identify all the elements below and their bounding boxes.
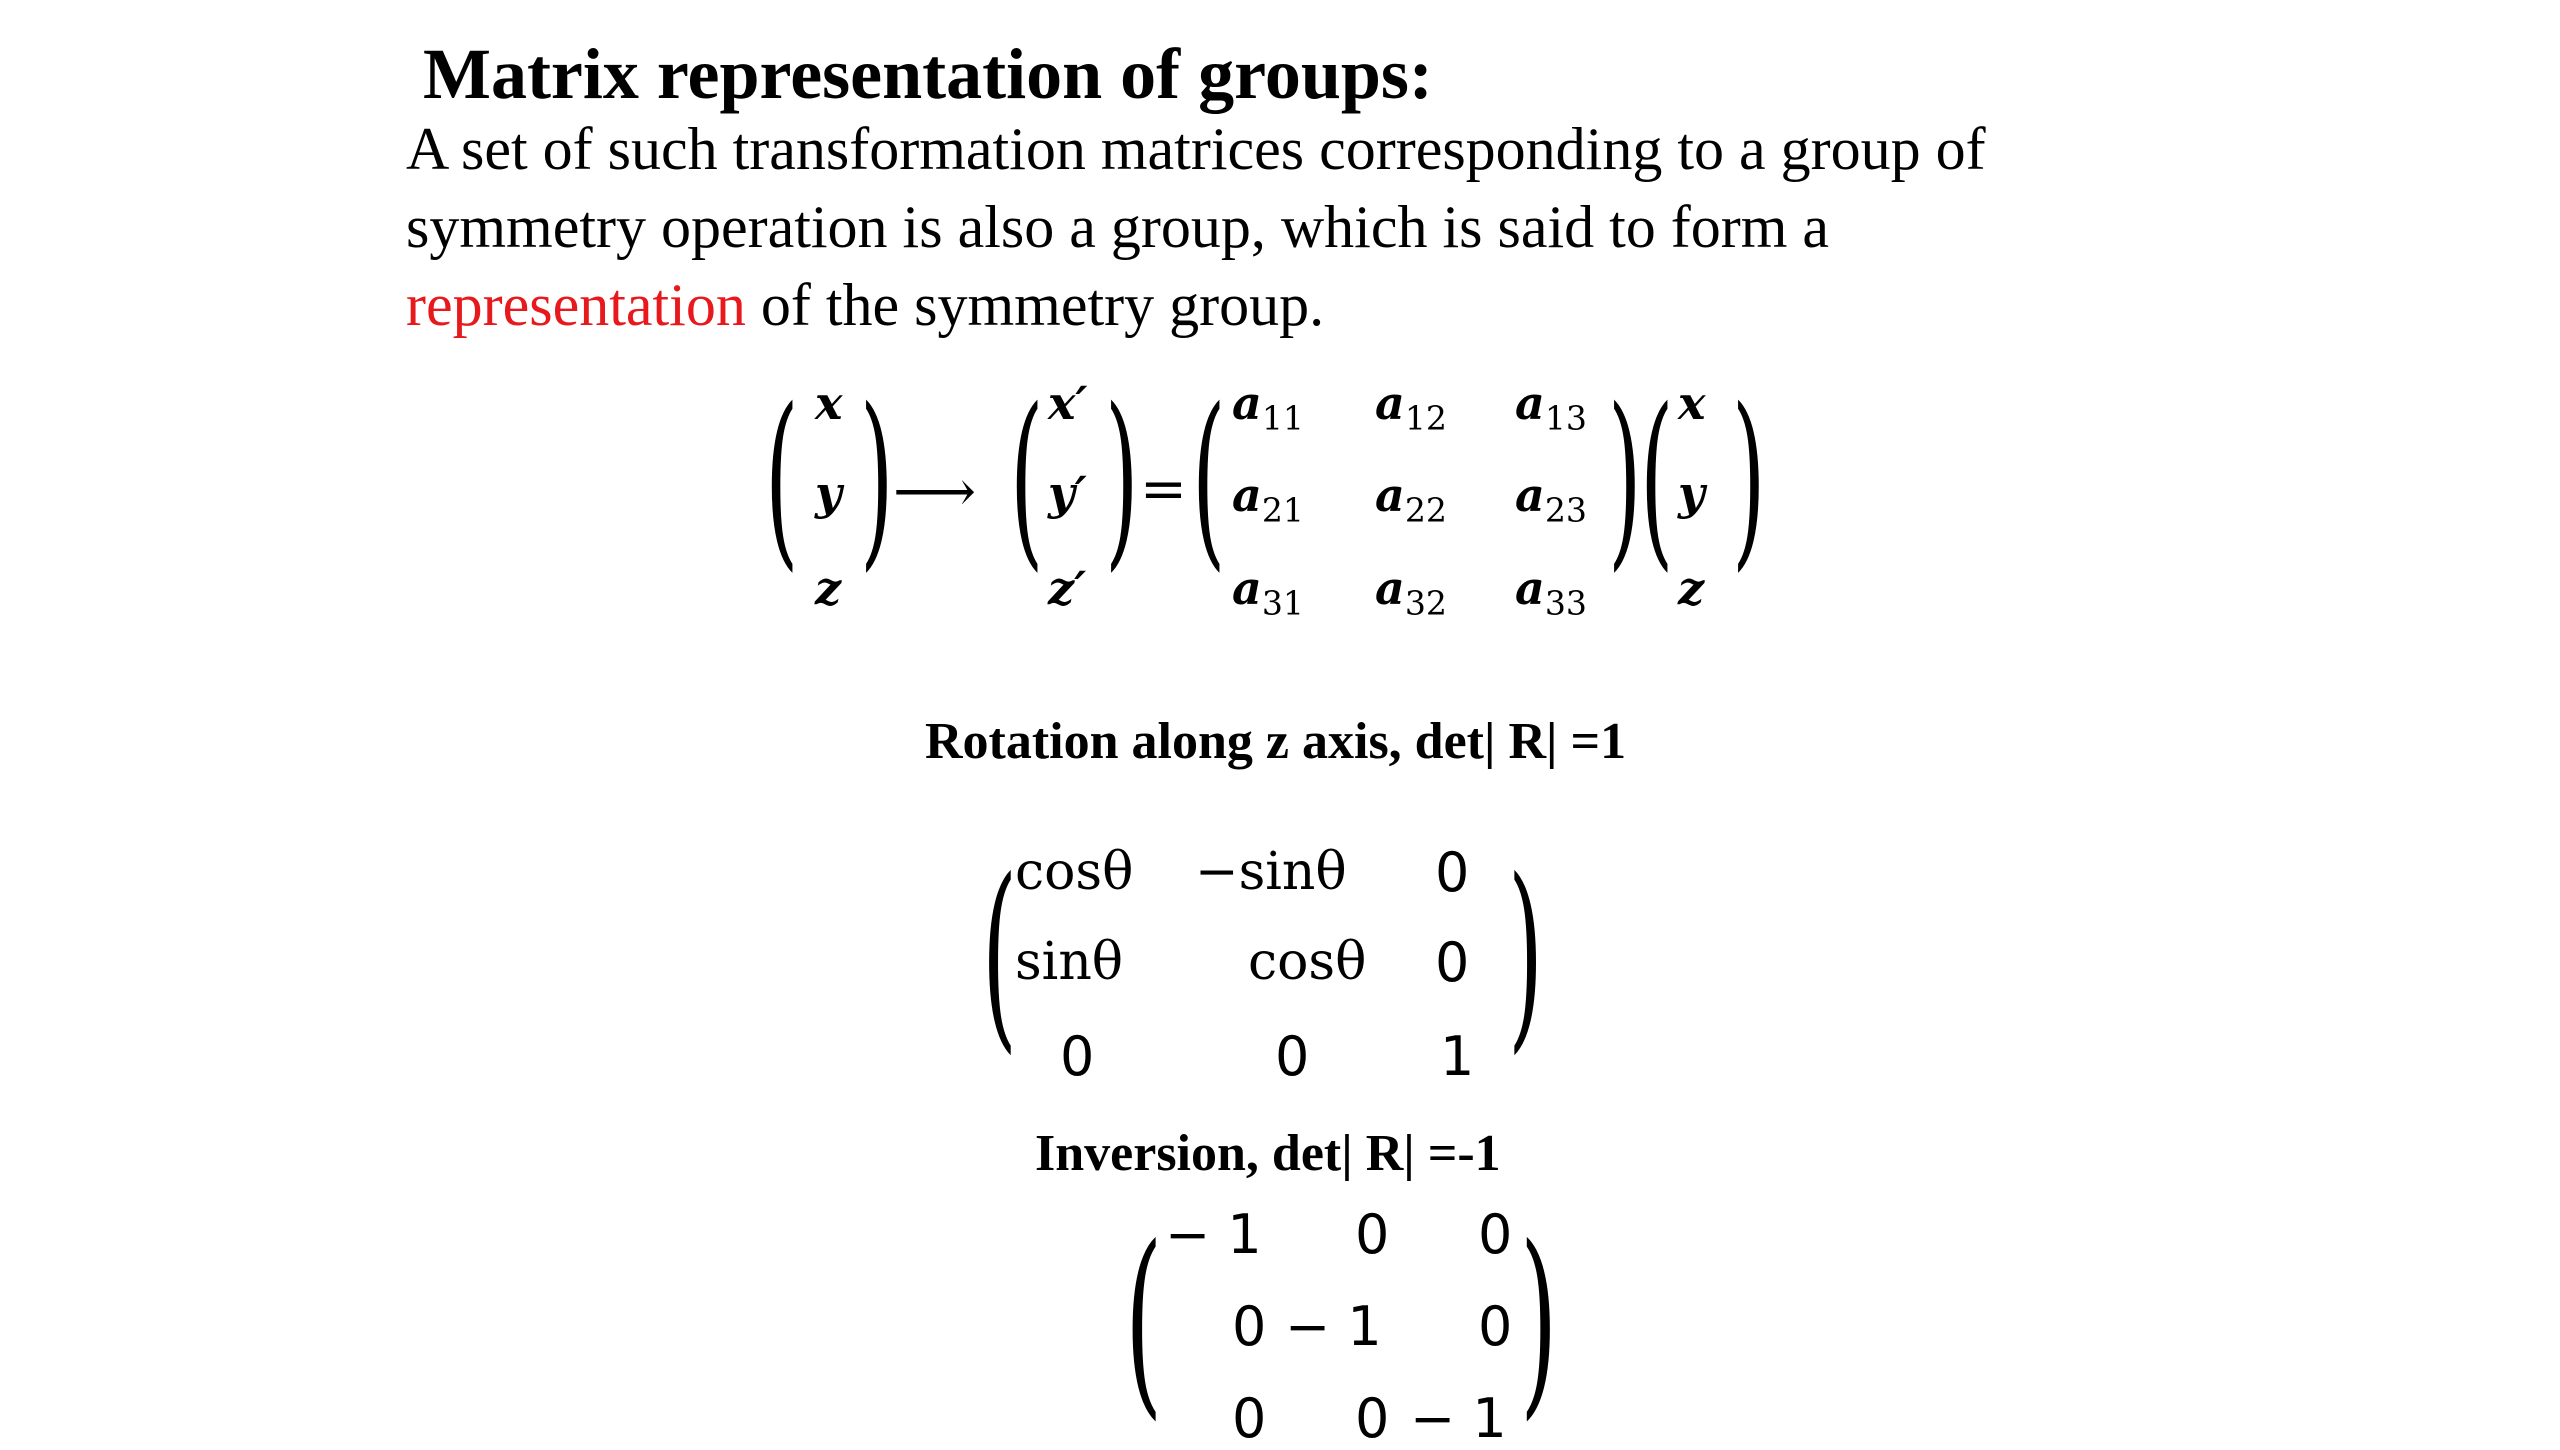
rotation-left-paren: ( (982, 837, 1018, 1074)
rotation-heading: Rotation along z axis, det| R| =1 (925, 713, 1627, 770)
matrix-a-cell-11: $a_{11}$ (1232, 376, 1304, 438)
vector-out-z: z′ (1048, 561, 1087, 615)
vector-in-x: x (815, 376, 843, 430)
inversion-cell-31: 0 (1232, 1387, 1267, 1450)
rotation-cell-33: 1 (1440, 1025, 1475, 1088)
inversion-cell-13: 0 (1478, 1203, 1513, 1266)
intro-line-2: symmetry operation is also a group, which is said to form a (406, 194, 1830, 260)
matrix-a-cell-32: $a_{32}$ (1375, 561, 1447, 623)
inversion-cell-22: − 1 (1285, 1295, 1382, 1358)
vector-in-z: z (815, 561, 842, 615)
rotation-right-paren: ) (1508, 837, 1544, 1074)
vector-in2-right-paren: ) (1732, 369, 1766, 590)
vector-out-left-paren: ( (1010, 369, 1044, 590)
rotation-cell-21: sinθ (1015, 932, 1124, 992)
matrix-a-cell-31: $a_{31}$ (1232, 561, 1304, 623)
rotation-cell-22: cosθ (1248, 932, 1367, 992)
inversion-right-paren: ) (1520, 1203, 1558, 1439)
matrix-a-right-paren: ) (1608, 369, 1642, 590)
rotation-cell-31: 0 (1060, 1025, 1095, 1088)
vector-out-x: x′ (1048, 376, 1088, 430)
intro-line-3-rest: of the symmetry group. (745, 272, 1325, 338)
vector-in2-x: x (1678, 376, 1706, 430)
intro-line-1: A set of such transformation matrices corresponding to a group of (406, 116, 1986, 182)
vector-in-y: y (815, 466, 842, 520)
rotation-cell-11: cosθ (1015, 842, 1134, 902)
equals-sign: = (1140, 457, 1187, 522)
vector-in-left-paren: ( (765, 369, 799, 590)
rotation-cell-32: 0 (1275, 1025, 1310, 1088)
inversion-cell-21: 0 (1232, 1295, 1267, 1358)
inversion-cell-33: − 1 (1410, 1387, 1507, 1450)
highlight-term: representation (406, 272, 746, 338)
matrix-a-cell-33: $a_{33}$ (1515, 561, 1587, 623)
vector-out-right-paren: ) (1105, 369, 1139, 590)
matrix-a-left-paren: ( (1192, 369, 1226, 590)
vector-in-right-paren: ) (860, 369, 894, 590)
matrix-a-cell-22: $a_{22}$ (1375, 468, 1447, 530)
vector-in2-z: z (1678, 561, 1705, 615)
rotation-cell-13: 0 (1435, 841, 1470, 904)
inversion-cell-12: 0 (1355, 1203, 1390, 1266)
slide-title: Matrix representation of groups: (423, 34, 1433, 114)
inversion-heading: Inversion, det| R| =-1 (1035, 1125, 1501, 1182)
matrix-a-cell-23: $a_{23}$ (1515, 468, 1587, 530)
transform-arrow: ⟶ (893, 457, 977, 525)
rotation-cell-23: 0 (1435, 931, 1470, 994)
inversion-cell-11: − 1 (1165, 1203, 1262, 1266)
matrix-a-cell-12: $a_{12}$ (1375, 376, 1447, 438)
matrix-a-cell-13: $a_{13}$ (1515, 376, 1587, 438)
vector-out-y: y′ (1048, 466, 1087, 520)
matrix-a-cell-21: $a_{21}$ (1232, 468, 1304, 530)
rotation-cell-12: −sinθ (1195, 842, 1347, 902)
inversion-cell-23: 0 (1478, 1295, 1513, 1358)
inversion-cell-32: 0 (1355, 1387, 1390, 1450)
vector-in2-y: y (1678, 466, 1705, 520)
vector-in2-left-paren: ( (1640, 369, 1674, 590)
inversion-left-paren: ( (1125, 1203, 1163, 1439)
